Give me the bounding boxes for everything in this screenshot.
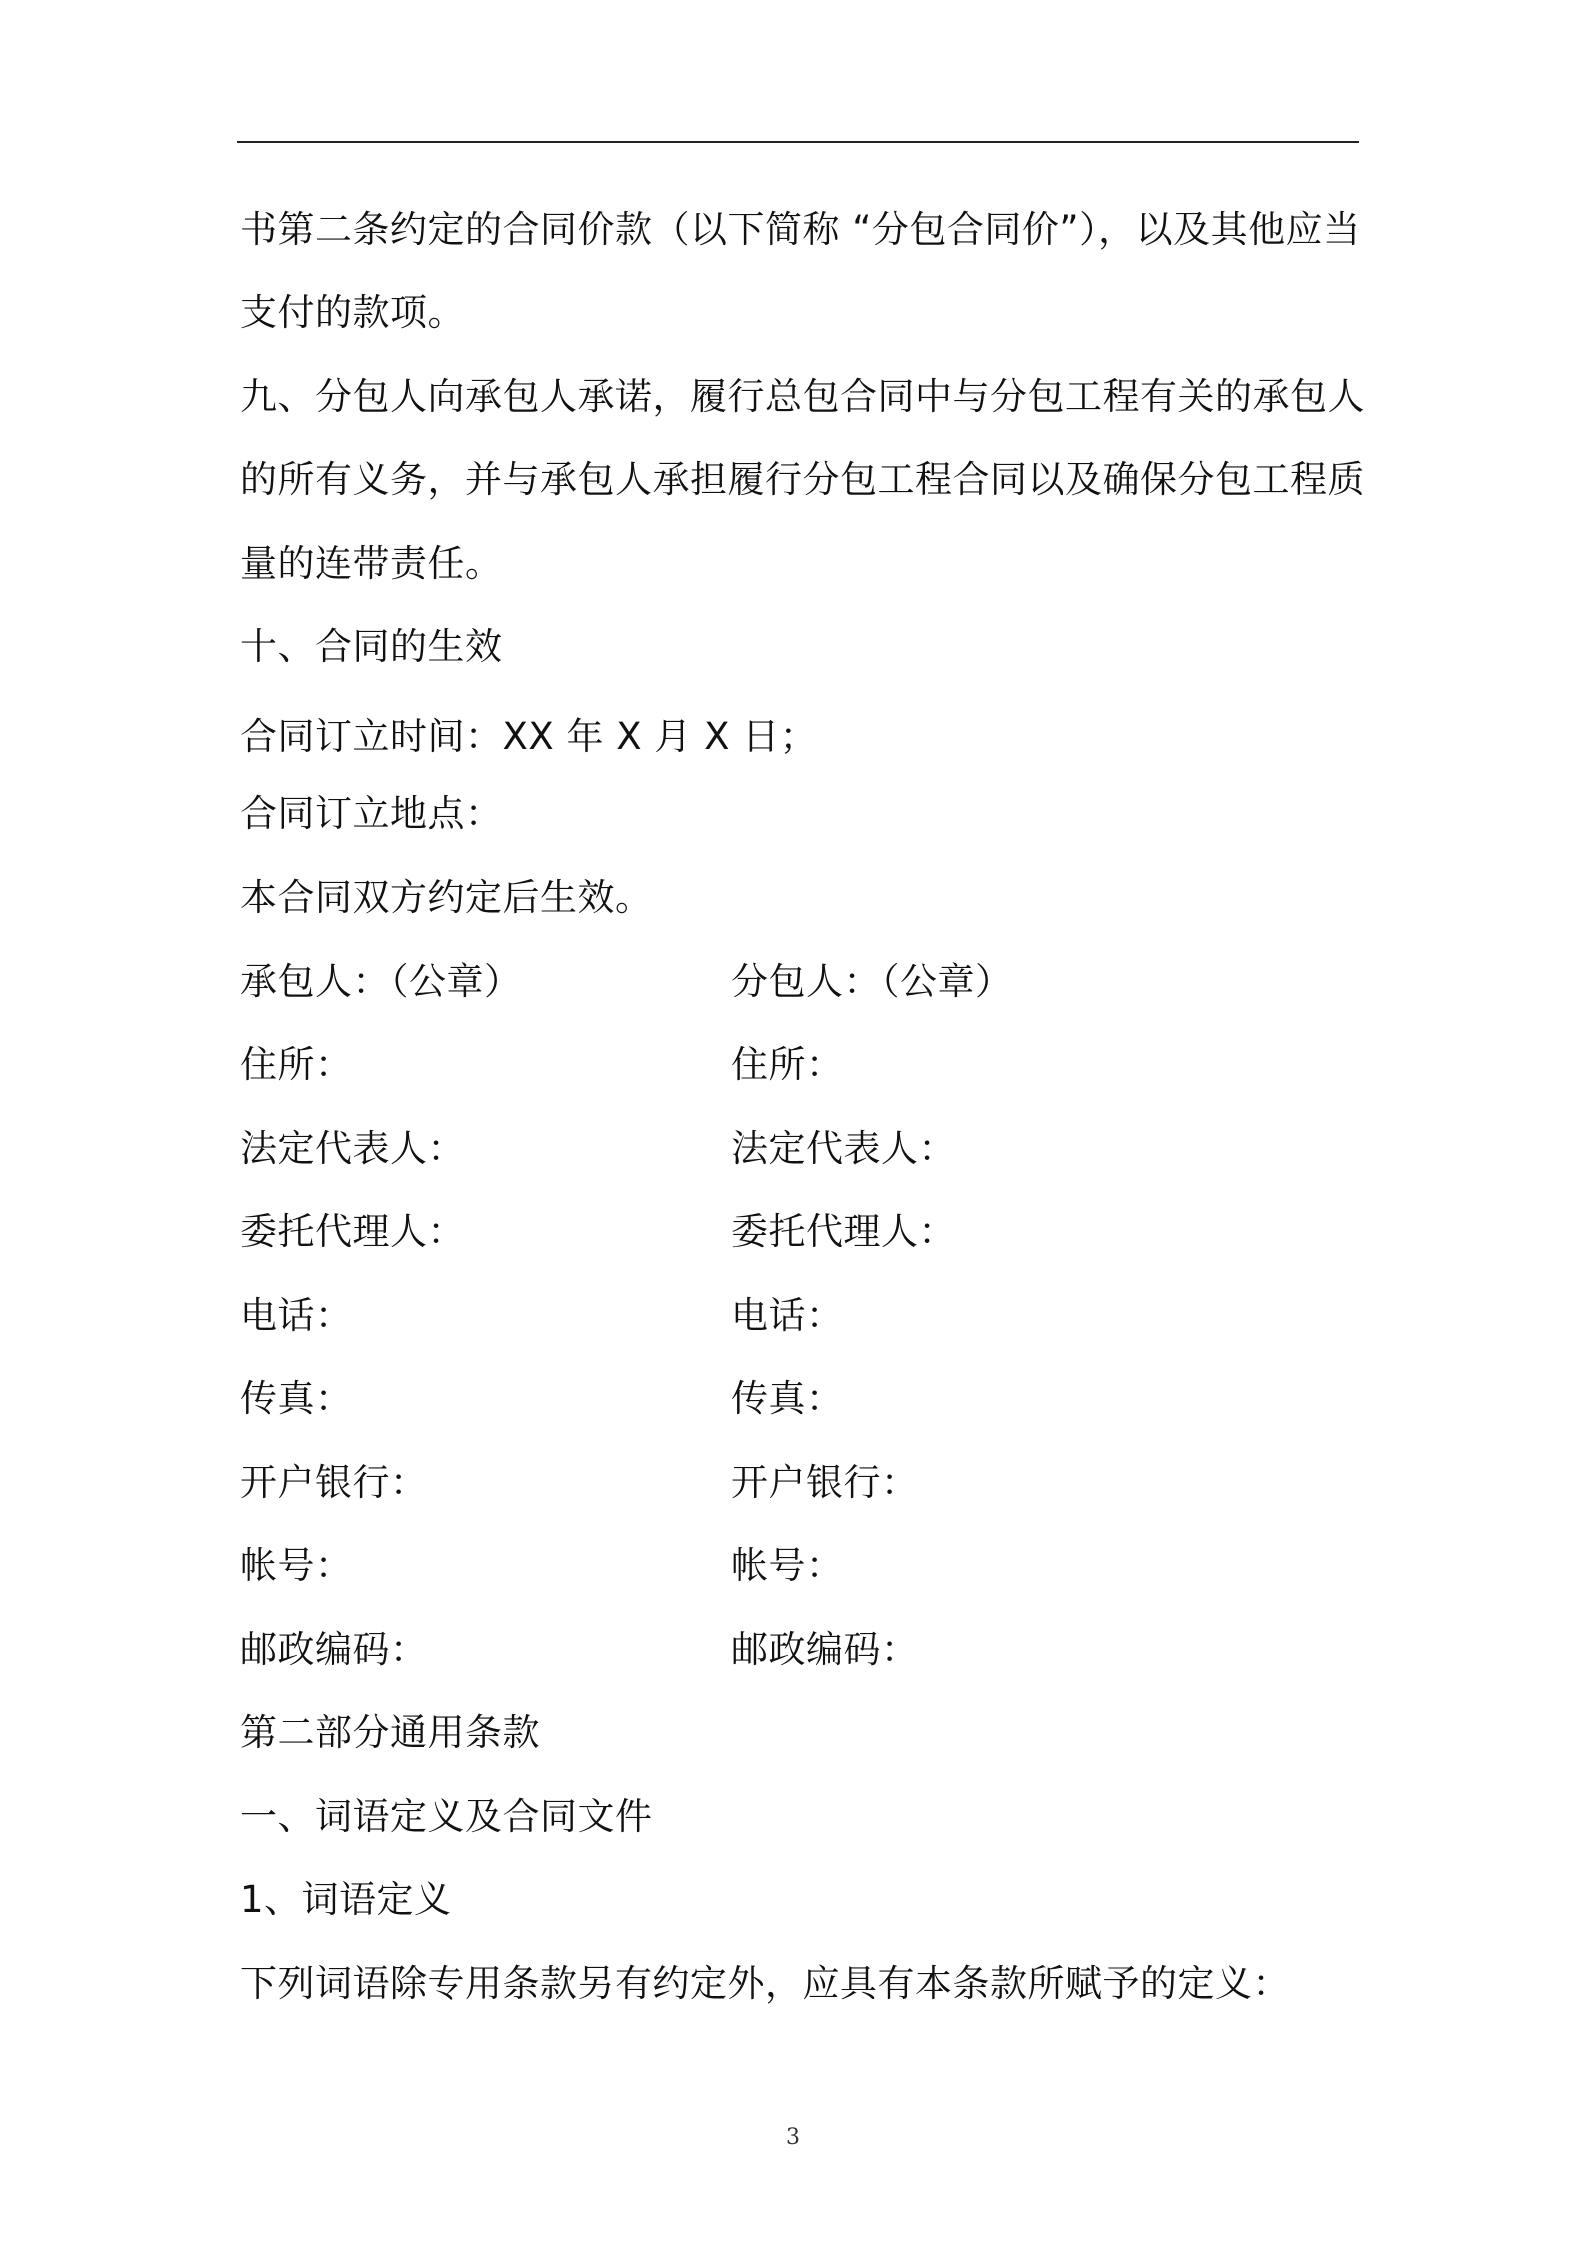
clause10-heading: 十、合同的生效	[240, 625, 503, 668]
subcontractor-phone: 电话：	[731, 1294, 844, 1337]
contractor-address: 住所：	[240, 1043, 353, 1086]
contractor-agent: 委托代理人：	[240, 1210, 465, 1253]
subcontractor-party: 分包人：（公章）	[731, 960, 1013, 1003]
contractor-party: 承包人：（公章）	[240, 960, 522, 1003]
continuation-line-2: 支付的款项。	[240, 291, 465, 334]
page-number: 3	[786, 2125, 800, 2150]
definitions-intro: 下列词语除专用条款另有约定外，应具有本条款所赋予的定义：	[240, 1962, 1290, 2005]
continuation-line-1: 书第二条约定的合同价款（以下简称 “分包合同价”），以及其他应当	[240, 208, 1361, 251]
contract-date: 合同订立时间：XX 年 X 月 X 日；	[240, 715, 818, 758]
subcontractor-agent: 委托代理人：	[731, 1210, 956, 1253]
clause9-line-2: 的所有义务，并与承包人承担履行分包工程合同以及确保分包工程质	[240, 458, 1365, 501]
contractor-bank: 开户银行：	[240, 1461, 428, 1504]
subsection1-heading: 1、词语定义	[240, 1878, 452, 1921]
subcontractor-legal-rep: 法定代表人：	[731, 1127, 956, 1170]
subcontractor-postal: 邮政编码：	[731, 1628, 919, 1671]
section1-heading: 一、词语定义及合同文件	[240, 1795, 653, 1838]
subcontractor-account: 帐号：	[731, 1544, 844, 1587]
contractor-account: 帐号：	[240, 1544, 353, 1587]
header-rule	[237, 141, 1359, 143]
contractor-legal-rep: 法定代表人：	[240, 1127, 465, 1170]
contractor-fax: 传真：	[240, 1377, 353, 1420]
contractor-postal: 邮政编码：	[240, 1628, 428, 1671]
contract-place: 合同订立地点：	[240, 792, 503, 835]
subcontractor-address: 住所：	[731, 1043, 844, 1086]
clause9-line-1: 九、分包人向承包人承诺，履行总包合同中与分包工程有关的承包人	[240, 375, 1365, 418]
clause9-line-3: 量的连带责任。	[240, 542, 503, 585]
subcontractor-bank: 开户银行：	[731, 1461, 919, 1504]
contract-effective: 本合同双方约定后生效。	[240, 876, 653, 919]
contractor-phone: 电话：	[240, 1294, 353, 1337]
subcontractor-fax: 传真：	[731, 1377, 844, 1420]
part2-heading: 第二部分通用条款	[240, 1711, 540, 1754]
